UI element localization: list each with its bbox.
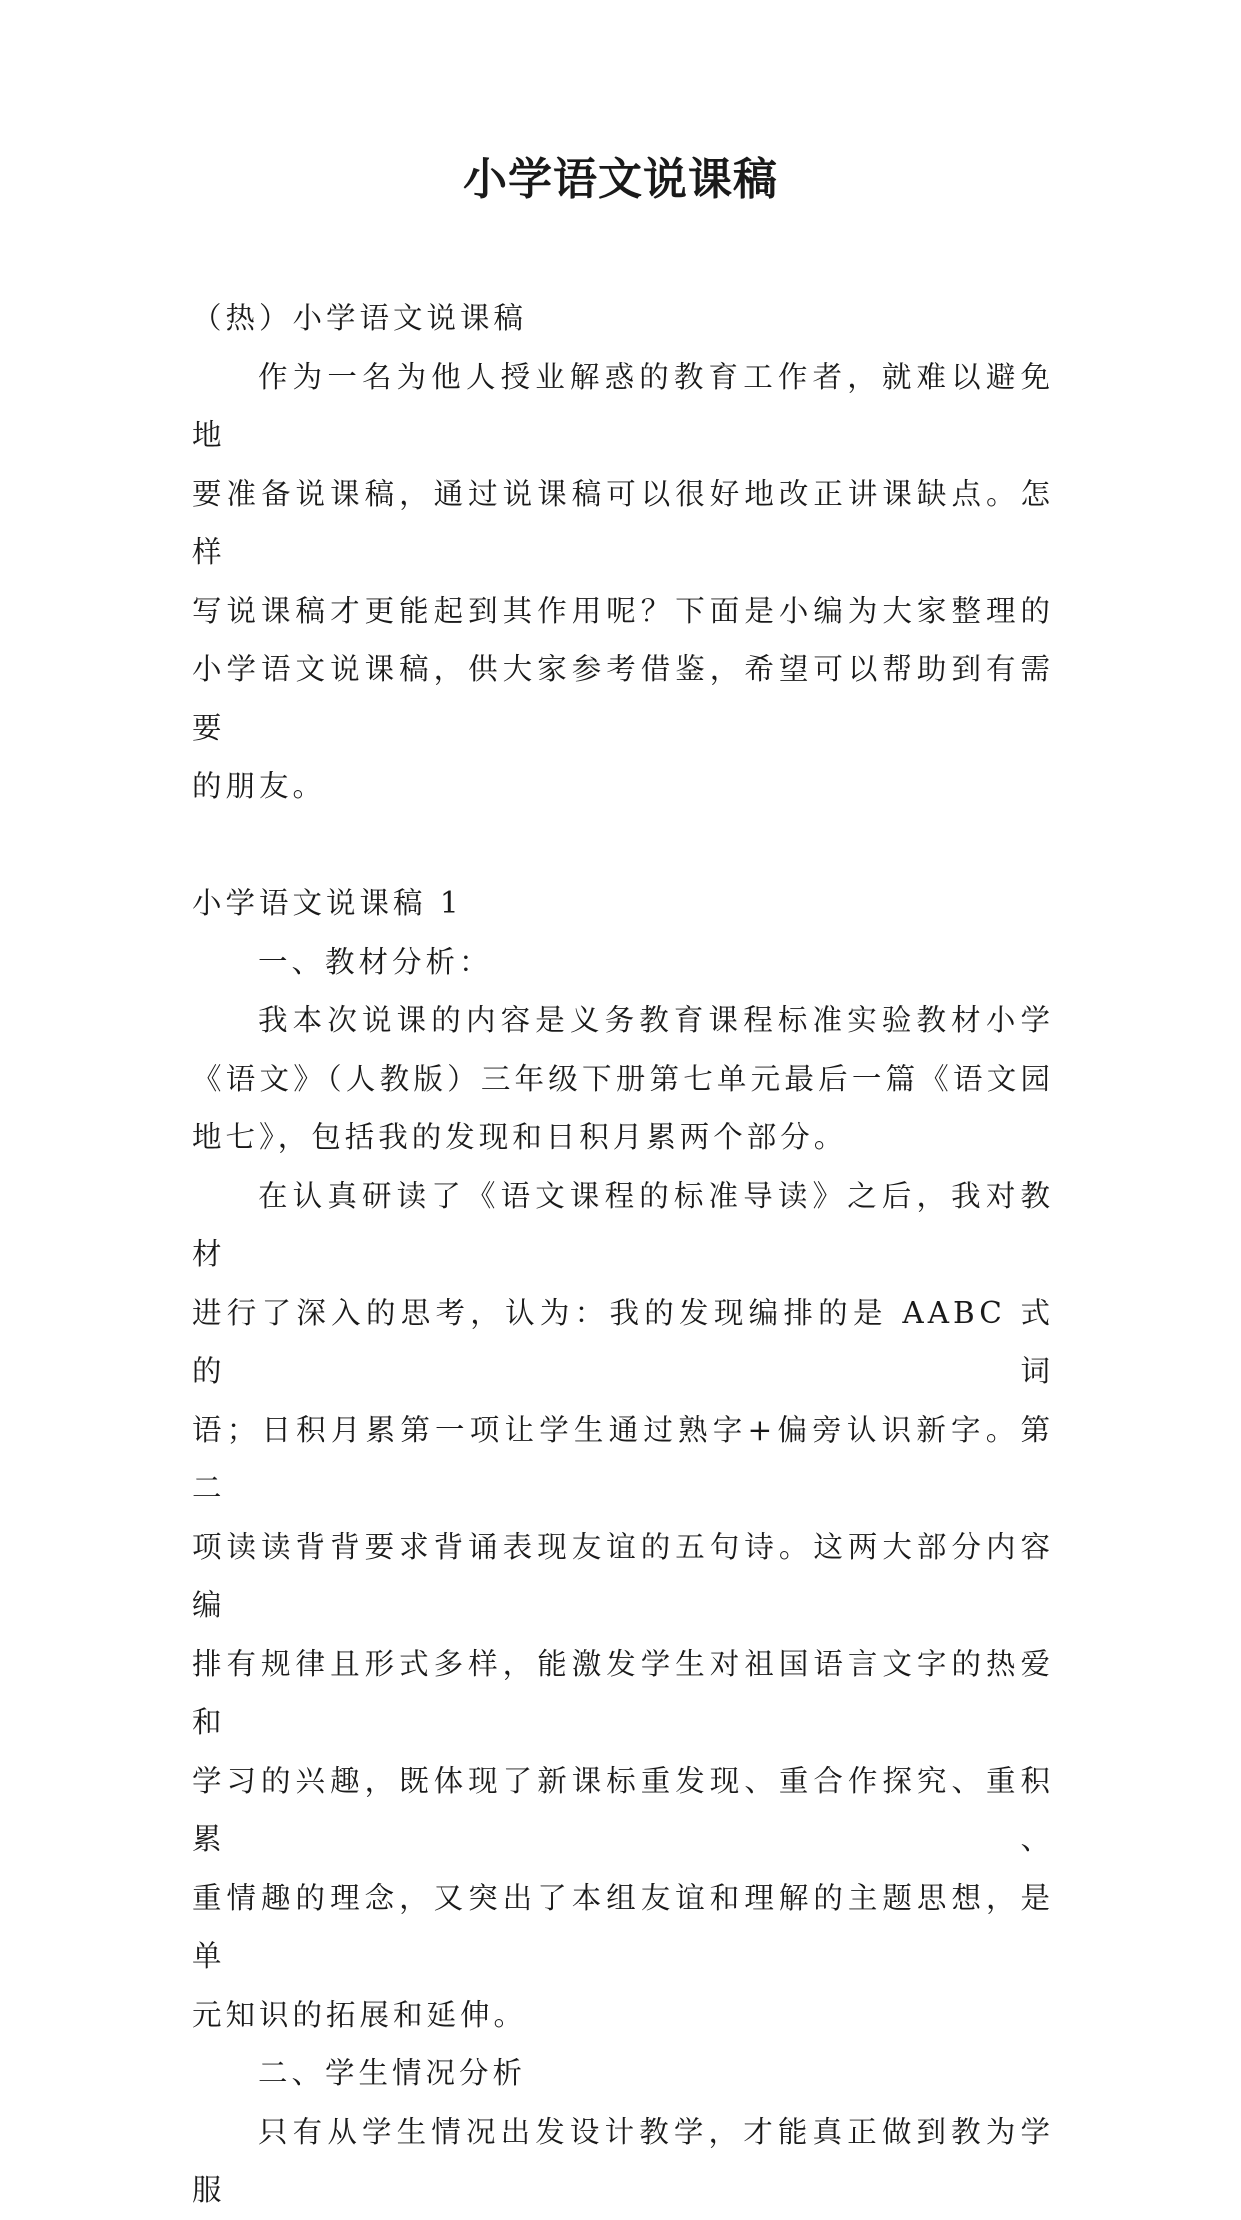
paragraph-line: 项读读背背要求背诵表现友谊的五句诗。这两大部分内容编 <box>192 1529 1054 1622</box>
blank-line <box>192 816 1054 875</box>
paragraph-line: 进行了深入的思考，认为：我的发现编排的是 AABC 式的词 <box>192 1295 1054 1388</box>
intro-line: 写说课稿才更能起到其作用呢？下面是小编为大家整理的 <box>192 593 1054 628</box>
paragraph-line: 元知识的拓展和延伸。 <box>192 1997 528 2032</box>
paragraph <box>192 1167 1054 2045</box>
document-title: 小学语文说课稿 <box>463 154 778 205</box>
section-heading: 小学语文说课稿 1 <box>192 886 463 920</box>
document-body <box>192 289 1054 2220</box>
paragraph-line: 语；日积月累第一项让学生通过熟字+偏旁认识新字。第二 <box>192 1412 1054 1505</box>
paragraph-line: 只有从学生情况出发设计教学，才能真正做到教为学服 <box>192 2114 1054 2207</box>
part-heading: 一、教材分析： <box>258 944 493 979</box>
intro-paragraph <box>192 348 1054 816</box>
intro-line: 小学语文说课稿，供大家参考借鉴，希望可以帮助到有需要 <box>192 652 1054 745</box>
paragraph-line: 排有规律且形式多样，能激发学生对祖国语言文字的热爱和 <box>192 1646 1054 1739</box>
paragraph <box>192 2103 1054 2220</box>
paragraph-line: 重情趣的理念，又突出了本组友谊和理解的主题思想，是单 <box>192 1880 1054 1973</box>
part-heading: 二、学生情况分析 <box>258 2056 527 2090</box>
intro-line: 作为一名为他人授业解惑的教育工作者，就难以避免地 <box>192 359 1054 452</box>
paragraph-line: 我本次说课的内容是义务教育课程标准实验教材小学 <box>258 1003 1054 1037</box>
paragraph-line: 学习的兴趣，既体现了新课标重发现、重合作探究、重积累、 <box>192 1763 1054 1856</box>
paragraph-line: 地七》，包括我的发现和日积月累两个部分。 <box>192 1120 848 1154</box>
intro-line: 的朋友。 <box>192 769 327 803</box>
paragraph-line: 在认真研读了《语文课程的标准导读》之后，我对教材 <box>192 1178 1054 1271</box>
intro-line: 要准备说课稿，通过说课稿可以很好地改正讲课缺点。怎样 <box>192 476 1054 569</box>
paragraph-line: 《语文》（人教版）三年级下册第七单元最后一篇《语文园 <box>192 1061 1054 1096</box>
subtitle: （热）小学语文说课稿 <box>192 301 528 335</box>
paragraph <box>192 991 1054 1167</box>
